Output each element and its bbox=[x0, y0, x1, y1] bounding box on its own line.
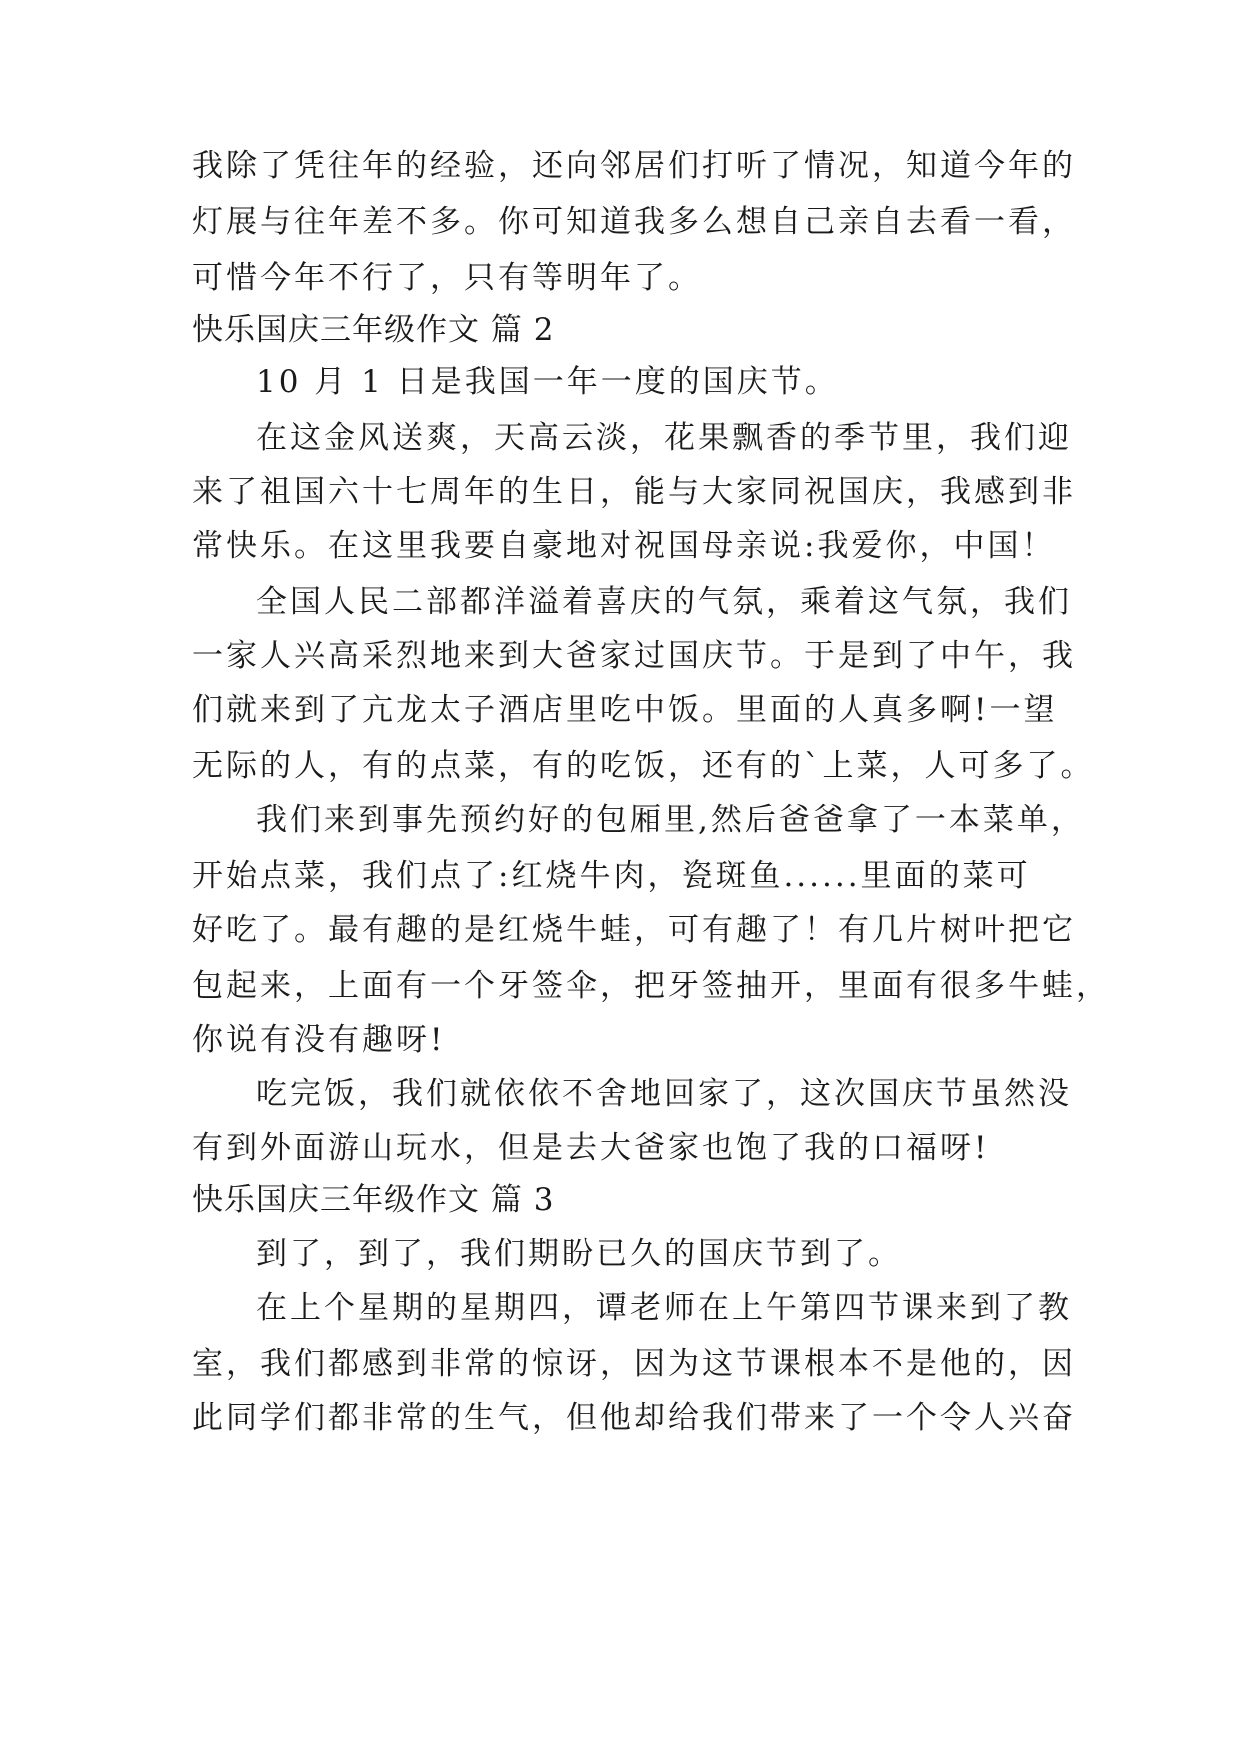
paragraph-line: 10 月 1 日是我国一年一度的国庆节。 bbox=[256, 364, 839, 400]
paragraph-line: 在这金风送爽，天高云淡，花果飘香的季节里，我们迎 bbox=[256, 420, 1072, 456]
paragraph-line: 你说有没有趣呀! bbox=[192, 1022, 446, 1058]
paragraph-line: 在上个星期的星期四，谭老师在上午第四节课来到了教 bbox=[256, 1290, 1072, 1326]
paragraph-line: 此同学们都非常的生气，但他却给我们带来了一个令人兴奋 bbox=[192, 1400, 1076, 1436]
paragraph-line: 们就来到了亢龙太子酒店里吃中饭。里面的人真多啊!一望 bbox=[192, 692, 1058, 728]
paragraph-line: 包起来，上面有一个牙签伞，把牙签抽开，里面有很多牛蛙， bbox=[192, 968, 1110, 1004]
section-heading: 快乐国庆三年级作文 篇 3 bbox=[192, 1182, 555, 1218]
paragraph-line: 我除了凭往年的经验，还向邻居们打听了情况，知道今年的 bbox=[192, 148, 1076, 184]
paragraph-line: 常快乐。在这里我要自豪地对祝国母亲说:我爱你，中国！ bbox=[192, 528, 1056, 564]
paragraph-line: 一家人兴高采烈地来到大爸家过国庆节。于是到了中午，我 bbox=[192, 638, 1076, 674]
paragraph-line: 全国人民二部都洋溢着喜庆的气氛，乘着这气氛，我们 bbox=[256, 584, 1072, 620]
paragraph-line: 到了，到了，我们期盼已久的国庆节到了。 bbox=[256, 1236, 902, 1272]
paragraph-line: 灯展与往年差不多。你可知道我多么想自己亲自去看一看， bbox=[192, 204, 1076, 240]
paragraph-line: 有到外面游山玩水，但是去大爸家也饱了我的口福呀! bbox=[192, 1130, 990, 1166]
paragraph-line: 可惜今年不行了，只有等明年了。 bbox=[192, 260, 702, 296]
paragraph-line: 开始点菜，我们点了:红烧牛肉，瓷斑鱼......里面的菜可 bbox=[192, 858, 1031, 894]
paragraph-line: 室，我们都感到非常的惊讶，因为这节课根本不是他的，因 bbox=[192, 1346, 1076, 1382]
paragraph-line: 我们来到事先预约好的包厢里,然后爸爸拿了一本菜单， bbox=[256, 802, 1085, 838]
paragraph-line: 来了祖国六十七周年的生日，能与大家同祝国庆，我感到非 bbox=[192, 474, 1076, 510]
paragraph-line: 吃完饭，我们就依依不舍地回家了，这次国庆节虽然没 bbox=[256, 1076, 1072, 1112]
section-heading: 快乐国庆三年级作文 篇 2 bbox=[192, 312, 555, 348]
paragraph-line: 好吃了。最有趣的是红烧牛蛙，可有趣了！有几片树叶把它 bbox=[192, 912, 1076, 948]
paragraph-line: 无际的人，有的点菜，有的吃饭，还有的`上菜，人可多了。 bbox=[192, 748, 1095, 784]
